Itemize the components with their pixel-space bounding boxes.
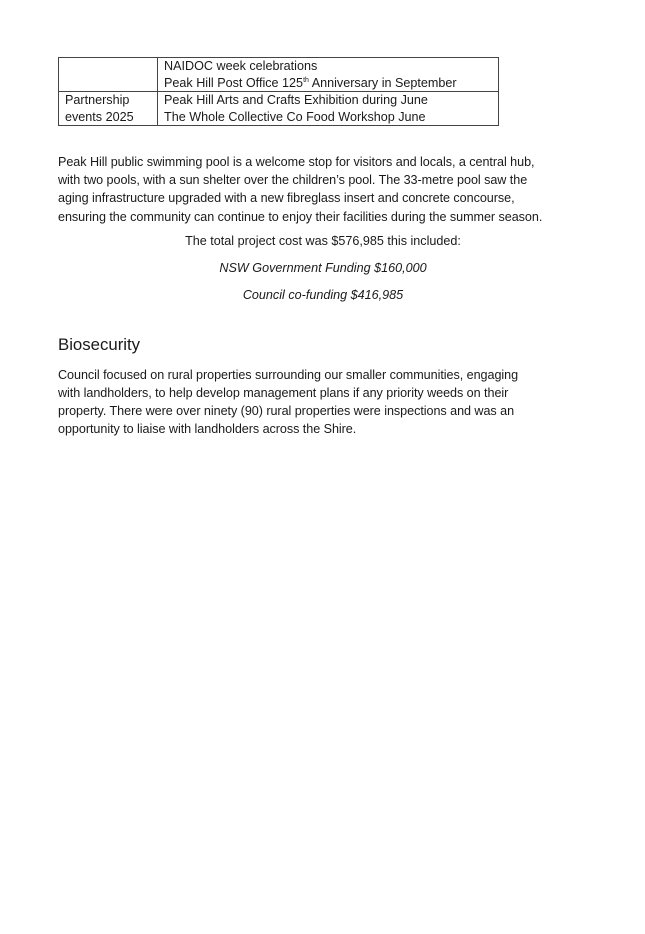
- text-line: Council focused on rural properties surrounding our smaller communities, engaging: [58, 367, 519, 382]
- document-page: [58, 57, 598, 439]
- text-line: opportunity to liaise with landholders across the Shire.: [58, 422, 357, 437]
- text-line: with landholders, to help develop management plans if any priority weeds on their: [58, 386, 509, 401]
- text-line: property. There were over ninety (90) rural properties were inspections and was an: [58, 404, 515, 419]
- events-table: [58, 57, 499, 126]
- funding-council: Council co-funding $416,985: [242, 287, 404, 302]
- text-line: aging infrastructure upgraded with a new fibreglass insert and concrete concourse,: [58, 191, 515, 206]
- cost-summary: The total project cost was $576,985 this included:: [185, 233, 461, 248]
- event-line: NAIDOC week celebrations: [164, 59, 318, 73]
- category-line: Partnership: [65, 93, 130, 107]
- table-row: [59, 92, 499, 126]
- event-line-text: Anniversary in September: [308, 75, 457, 90]
- table-cell-category: [59, 92, 158, 126]
- table-row: [59, 58, 499, 92]
- event-line: [164, 75, 492, 92]
- table-cell-events: [158, 58, 499, 92]
- ordinal-suffix: th: [303, 76, 309, 84]
- event-line: The Whole Collective Co Food Workshop June: [164, 109, 426, 124]
- table-cell-events: [158, 92, 499, 126]
- funding-nsw-government: NSW Government Funding $160,000: [219, 260, 427, 275]
- pool-paragraph: [58, 153, 598, 226]
- category-line: events 2025: [65, 109, 134, 124]
- text-line: Peak Hill public swimming pool is a welcome stop for visitors and locals, a central hub,: [58, 155, 535, 169]
- biosecurity-heading: Biosecurity: [58, 334, 141, 354]
- text-line: ensuring the community can continue to enjoy their facilities during the summer season.: [58, 209, 543, 224]
- text-line: with two pools, with a sun shelter over the children’s pool. The 33-metre pool saw the: [58, 173, 528, 188]
- table-cell-category: [59, 58, 158, 92]
- biosecurity-paragraph: [58, 366, 598, 439]
- event-line-text: Peak Hill Post Office 125: [164, 75, 304, 90]
- event-line: Peak Hill Arts and Crafts Exhibition during June: [164, 93, 428, 107]
